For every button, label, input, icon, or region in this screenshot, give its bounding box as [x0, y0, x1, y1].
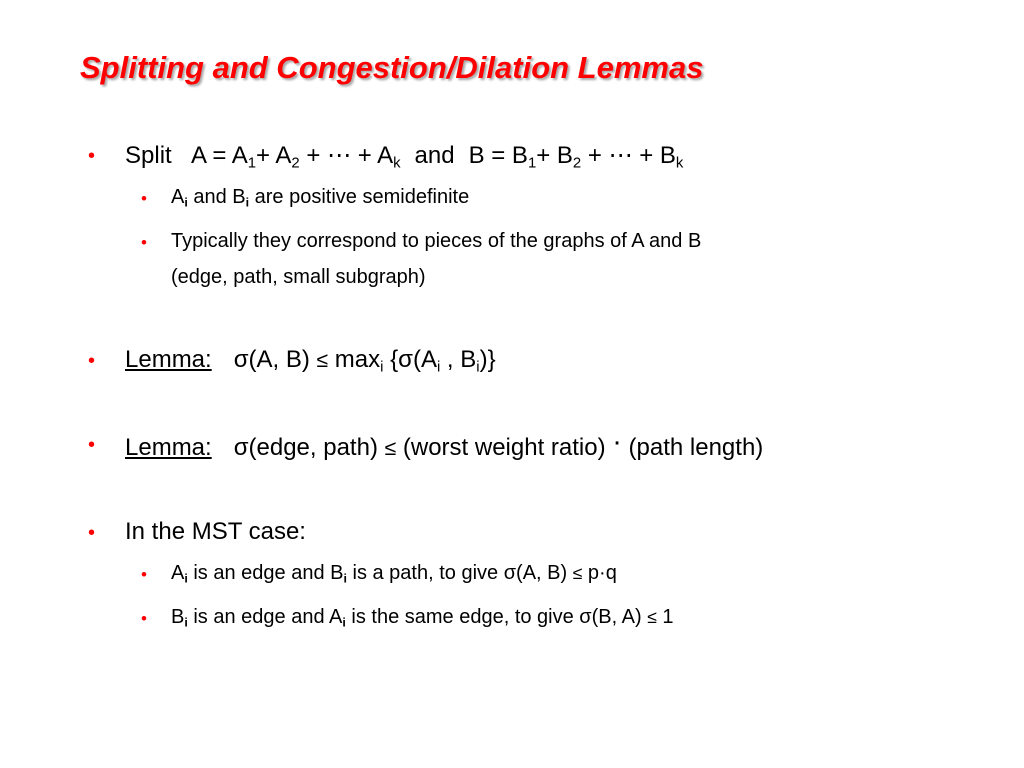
mst-sub1-le: ≤: [572, 563, 583, 583]
bullet-marker: •: [88, 434, 96, 456]
mst-sub1-line: [171, 562, 617, 585]
split-and: and: [414, 142, 455, 169]
split-sub1-a: A: [171, 186, 185, 208]
lemma2-text2: (worst weight ratio): [396, 434, 613, 461]
mst-sub1-b-sub: i: [343, 571, 347, 586]
mst-sub2-le: ≤: [647, 607, 657, 627]
lemma1-sub-i1: i: [380, 359, 384, 376]
mst-sub1-text1: is an edge and B: [187, 562, 344, 584]
lemma1-sub-i3: i: [476, 359, 480, 376]
slide-title: Splitting and Congestion/Dilation Lemmas: [80, 50, 704, 85]
bullet-marker: •: [88, 350, 96, 372]
mst-sub2-text1: is an edge and A: [187, 606, 343, 628]
lemma2-text1: σ(edge, path): [233, 434, 385, 461]
split-a-sub2: 2: [291, 155, 300, 172]
split-b-sub2: 2: [572, 155, 582, 172]
lemma2-line: [125, 426, 764, 463]
lemma2-text3: (path length): [621, 434, 764, 461]
mst-sub2-a-sub: i: [342, 615, 346, 630]
split-sub1-b-sub: i: [245, 195, 250, 210]
mst-sub1-text2: is a path, to give σ(A, B): [346, 562, 573, 584]
mst-sub2-text2: is the same edge, to give σ(B, A): [345, 606, 648, 628]
bullet-marker: •: [88, 145, 96, 167]
lemma1-sub-i2: i: [436, 359, 441, 376]
sub-bullet-marker: •: [141, 565, 147, 584]
split-b-plus2: + ⋯ + B: [581, 142, 676, 169]
split-sub2-line2: (edge, path, small subgraph): [171, 266, 426, 288]
mst-sub1-a: A: [171, 562, 185, 584]
lemma2-label: Lemma:: [125, 434, 212, 461]
split-a-prefix: A = A: [191, 142, 248, 169]
mst-sub2-text3: 1: [656, 606, 674, 628]
split-sub1-line: [171, 186, 469, 209]
split-sub1-and: and B: [187, 186, 246, 208]
lemma1-text3: {σ(A: [383, 346, 437, 373]
lemma2-le: ≤: [384, 437, 397, 460]
split-a-plus1: + A: [256, 142, 292, 169]
lemma1-text5: )}: [479, 346, 496, 373]
split-b-plus1: + B: [536, 142, 573, 169]
sub-bullet-marker: •: [141, 609, 147, 628]
lemma1-text1: σ(A, B): [233, 346, 317, 373]
lemma2-dot: ·: [612, 426, 622, 458]
mst-sub2-b-sub: i: [184, 615, 188, 630]
split-a-sub1: 1: [247, 155, 257, 172]
sub-bullet-marker: •: [141, 233, 147, 252]
lemma1-text2: max: [328, 346, 381, 373]
split-b-sub1: 1: [527, 155, 537, 172]
split-b-subk: k: [675, 155, 684, 172]
split-sub1-a-sub: i: [184, 195, 188, 210]
split-label: Split: [125, 142, 172, 169]
mst-line: In the MST case:: [125, 518, 306, 545]
mst-sub1-a-sub: i: [184, 571, 188, 586]
mst-sub2-line: [171, 606, 674, 629]
split-a-plus2: + ⋯ + A: [299, 142, 394, 169]
split-line: [125, 141, 683, 170]
split-b-prefix: B = B: [468, 142, 528, 169]
lemma1-label: Lemma:: [125, 346, 212, 373]
sub-bullet-marker: •: [141, 189, 147, 208]
mst-sub2-b: B: [171, 606, 185, 628]
split-sub2-line1: Typically they correspond to pieces of the graphs of A and B: [171, 230, 702, 252]
split-a-subk: k: [393, 155, 401, 172]
lemma1-line: [125, 346, 496, 374]
lemma1-text4: , B: [440, 346, 477, 373]
split-sub1-rest: are positive semidefinite: [249, 186, 470, 208]
lemma1-le: ≤: [316, 349, 329, 372]
bullet-marker: •: [88, 522, 96, 544]
mst-sub1-text3: p·q: [582, 562, 617, 584]
